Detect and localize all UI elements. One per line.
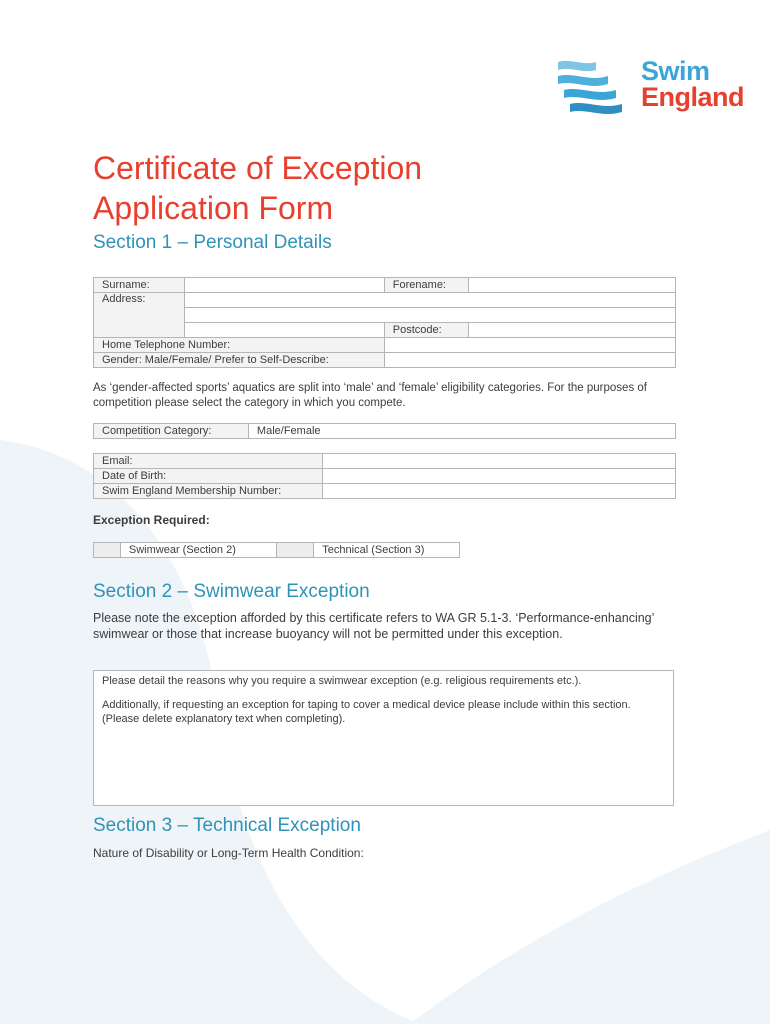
contact-details-table	[93, 453, 676, 499]
page-title	[93, 148, 693, 228]
personal-details-table	[93, 277, 676, 368]
competition-category-table	[93, 423, 676, 439]
home-telephone-field[interactable]	[384, 338, 675, 353]
date-of-birth-field[interactable]	[322, 469, 675, 484]
email-label: Email:	[94, 454, 323, 469]
surname-field[interactable]	[184, 278, 384, 293]
exception-options-table	[93, 542, 460, 558]
swim-england-wordmark	[641, 58, 744, 110]
title-line-2: Application Form	[93, 190, 334, 226]
technical-checkbox[interactable]	[276, 543, 314, 558]
date-of-birth-label: Date of Birth:	[94, 469, 323, 484]
membership-number-field[interactable]	[322, 484, 675, 499]
exception-required-label: Exception Required:	[93, 513, 210, 527]
swim-england-logo	[556, 54, 766, 122]
postcode-field[interactable]	[468, 323, 675, 338]
swimwear-reasons-textbox[interactable]	[93, 670, 674, 806]
address-label: Address:	[94, 293, 185, 338]
surname-label: Surname:	[94, 278, 185, 293]
swimwear-box-instruction-1: Please detail the reasons why you require a swimwear exception (e.g. religious requirements etc.).	[102, 675, 582, 687]
competition-category-field[interactable]: Male/Female	[248, 424, 675, 439]
section-3-heading: Section 3 – Technical Exception	[93, 815, 361, 836]
membership-number-label: Swim England Membership Number:	[94, 484, 323, 499]
section-1-heading: Section 1 – Personal Details	[93, 232, 332, 253]
title-line-1: Certificate of Exception	[93, 150, 423, 186]
email-field[interactable]	[322, 454, 675, 469]
forename-label: Forename:	[384, 278, 468, 293]
logo-line-1: Swim	[641, 56, 710, 86]
swim-england-logo-icon	[556, 56, 626, 120]
address-field-line-1[interactable]	[184, 293, 675, 308]
logo-line-2: England	[641, 82, 744, 112]
swimwear-box-instruction-2: Additionally, if requesting an exception for taping to cover a medical device please include within this section. (Please delete explanatory text when completing).	[102, 699, 631, 725]
gender-label: Gender: Male/Female/ Prefer to Self-Describe:	[94, 353, 385, 368]
technical-option-label: Technical (Section 3)	[314, 543, 460, 558]
nature-of-disability-label: Nature of Disability or Long-Term Health Condition:	[93, 846, 364, 860]
forename-field[interactable]	[468, 278, 675, 293]
gender-field[interactable]	[384, 353, 675, 368]
address-field-line-2[interactable]	[184, 308, 675, 323]
competition-category-label: Competition Category:	[94, 424, 249, 439]
swimwear-option-label: Swimwear (Section 2)	[120, 543, 276, 558]
home-telephone-label: Home Telephone Number:	[94, 338, 385, 353]
postcode-label: Postcode:	[384, 323, 468, 338]
gender-note: As ‘gender-affected sports’ aquatics are split into ‘male’ and ‘female’ eligibility categories. For the purposes of competition please select the category in which you compete.	[93, 382, 647, 409]
section-2-heading: Section 2 – Swimwear Exception	[93, 581, 370, 602]
swimwear-checkbox[interactable]	[94, 543, 121, 558]
address-field-line-3[interactable]	[184, 323, 384, 338]
swimwear-note: Please note the exception afforded by this certificate refers to WA GR 5.1-3. ‘Performance-enhancing’ swimwear or those that increase buoyancy will not be permitted under this exception.	[93, 611, 654, 641]
